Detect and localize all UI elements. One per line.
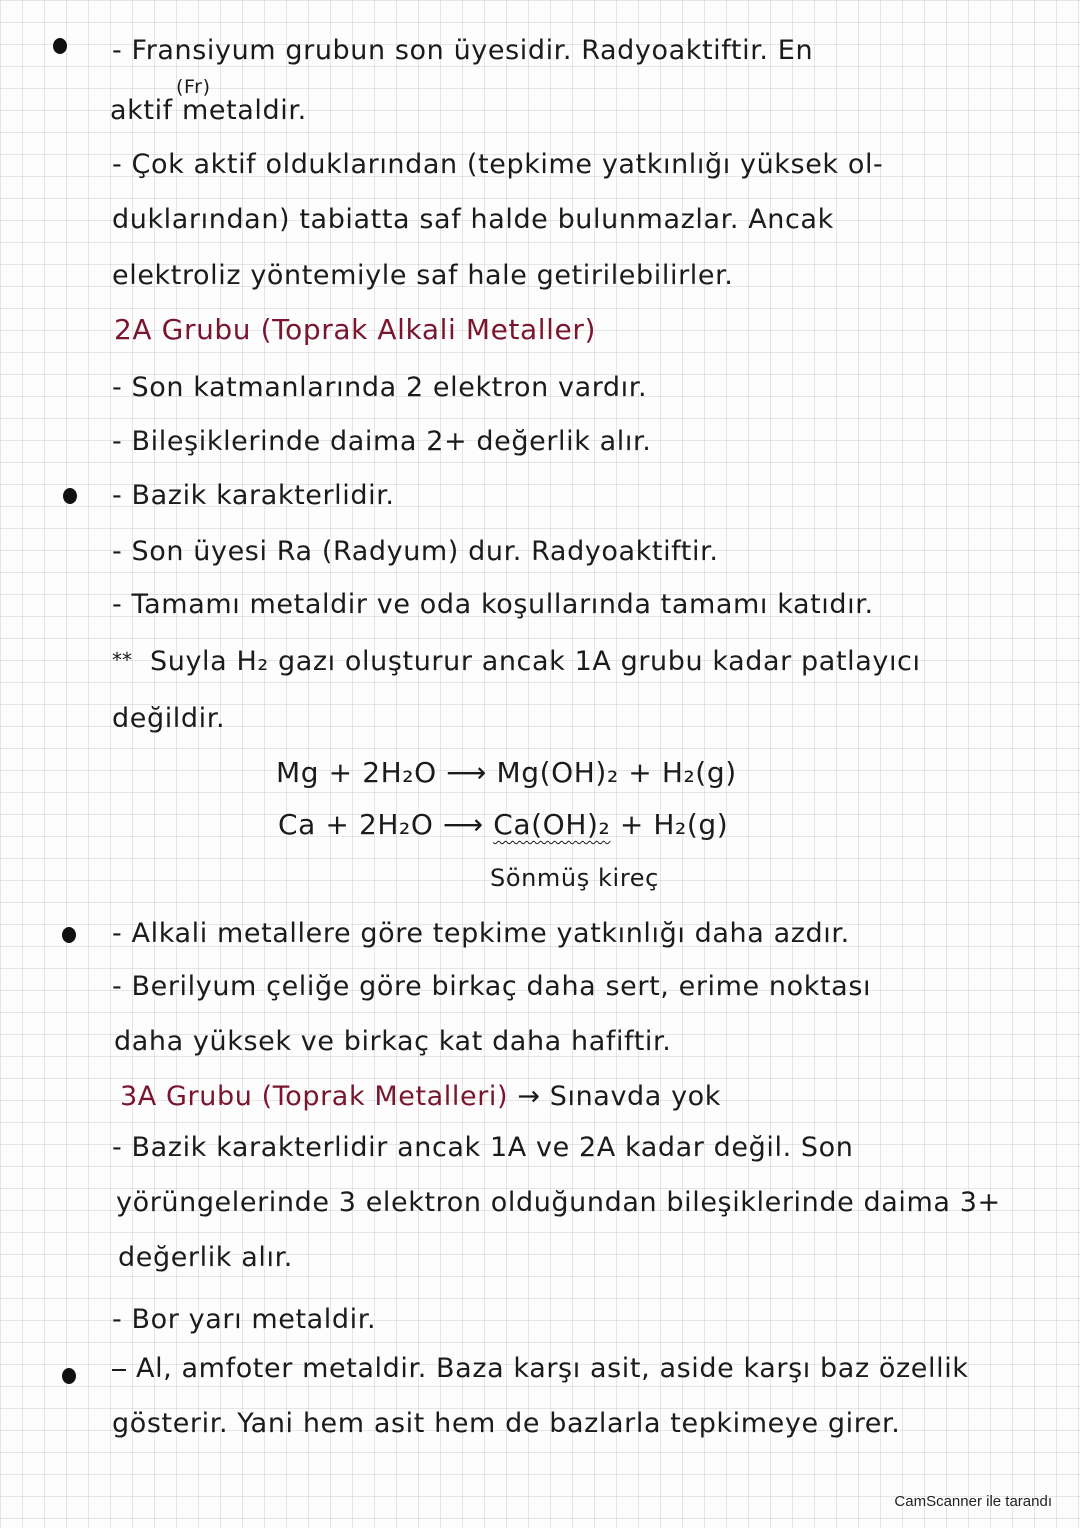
equation-calcium-reactants: Ca + 2H₂O ⟶ [278,808,494,841]
note-line-18: değerlik alır. [118,1242,293,1273]
note-line-16: - Bazik karakterlidir ancak 1A ve 2A kadar değil. Son [112,1132,854,1163]
note-line-13: - Alkali metallere göre tepkime yatkınlığı daha azdır. [112,918,850,949]
heading-3a-exam-note: → Sınavda yok [508,1081,722,1112]
scanner-watermark: CamScanner ile tarandı [894,1493,1052,1510]
note-line-5: elektroliz yöntemiyle saf hale getirilebilirler. [112,260,734,291]
note-line-9: - Son üyesi Ra (Radyum) dur. Radyoaktiftir. [112,536,719,567]
binder-hole-2 [63,488,77,504]
star-marker: ** [112,648,132,672]
binder-hole-1 [53,38,67,54]
note-line-20-text: Al, amfoter metaldir. Baza karşı asit, aside karşı baz özellik [136,1353,969,1384]
equation-magnesium: Mg + 2H₂O ⟶ Mg(OH)₂ + H₂(g) [276,756,737,789]
slaked-lime-note: Sönmüş kireç [490,864,659,892]
note-line-17: yörüngelerinde 3 elektron olduğundan bileşiklerinde daima 3+ [116,1187,1001,1218]
equation-calcium [278,808,728,842]
note-line-14: - Berilyum çeliğe göre birkaç daha sert, erime noktası [112,971,872,1002]
note-line-10: - Tamamı metaldir ve oda koşullarında tamamı katıdır. [112,589,874,620]
note-line-21: gösterir. Yani hem asit hem de bazlarla tepkimeye girer. [112,1408,901,1439]
note-line-8: - Bazik karakterlidir. [112,480,395,511]
note-line-19: - Bor yarı metaldir. [112,1304,377,1335]
note-line-1: - Fransiyum grubun son üyesidir. Radyoaktiftir. En [112,35,814,66]
note-line-11: Suyla H₂ gazı oluşturur ancak 1A grubu kadar patlayıcı [150,646,921,677]
note-line-1-subscript: (Fr) [176,76,211,98]
note-line-7: - Bileşiklerinde daima 2+ değerlik alır. [112,426,652,457]
heading-2a-group: 2A Grubu (Toprak Alkali Metaller) [114,313,597,346]
calcium-hydroxide-product: Ca(OH)₂ [493,808,611,841]
note-line-6: - Son katmanlarında 2 elektron vardır. [112,372,648,403]
heading-3a-title: 3A Grubu (Toprak Metalleri) [120,1081,509,1112]
note-line-12: değildir. [112,703,226,734]
note-line-15: daha yüksek ve birkaç kat daha hafiftir. [114,1026,672,1057]
note-line-2: aktif metaldir. [110,95,307,126]
note-line-20 [112,1352,969,1386]
binder-hole-4 [62,1368,76,1384]
equation-calcium-gas: + H₂(g) [610,808,729,841]
bullet-dash [112,1369,126,1371]
note-line-4: duklarından) tabiatta saf halde bulunmazlar. Ancak [112,204,834,235]
binder-hole-3 [62,927,76,943]
note-line-3: - Çok aktif olduklarından (tepkime yatkınlığı yüksek ol- [112,149,884,180]
heading-3a-group [120,1080,721,1114]
